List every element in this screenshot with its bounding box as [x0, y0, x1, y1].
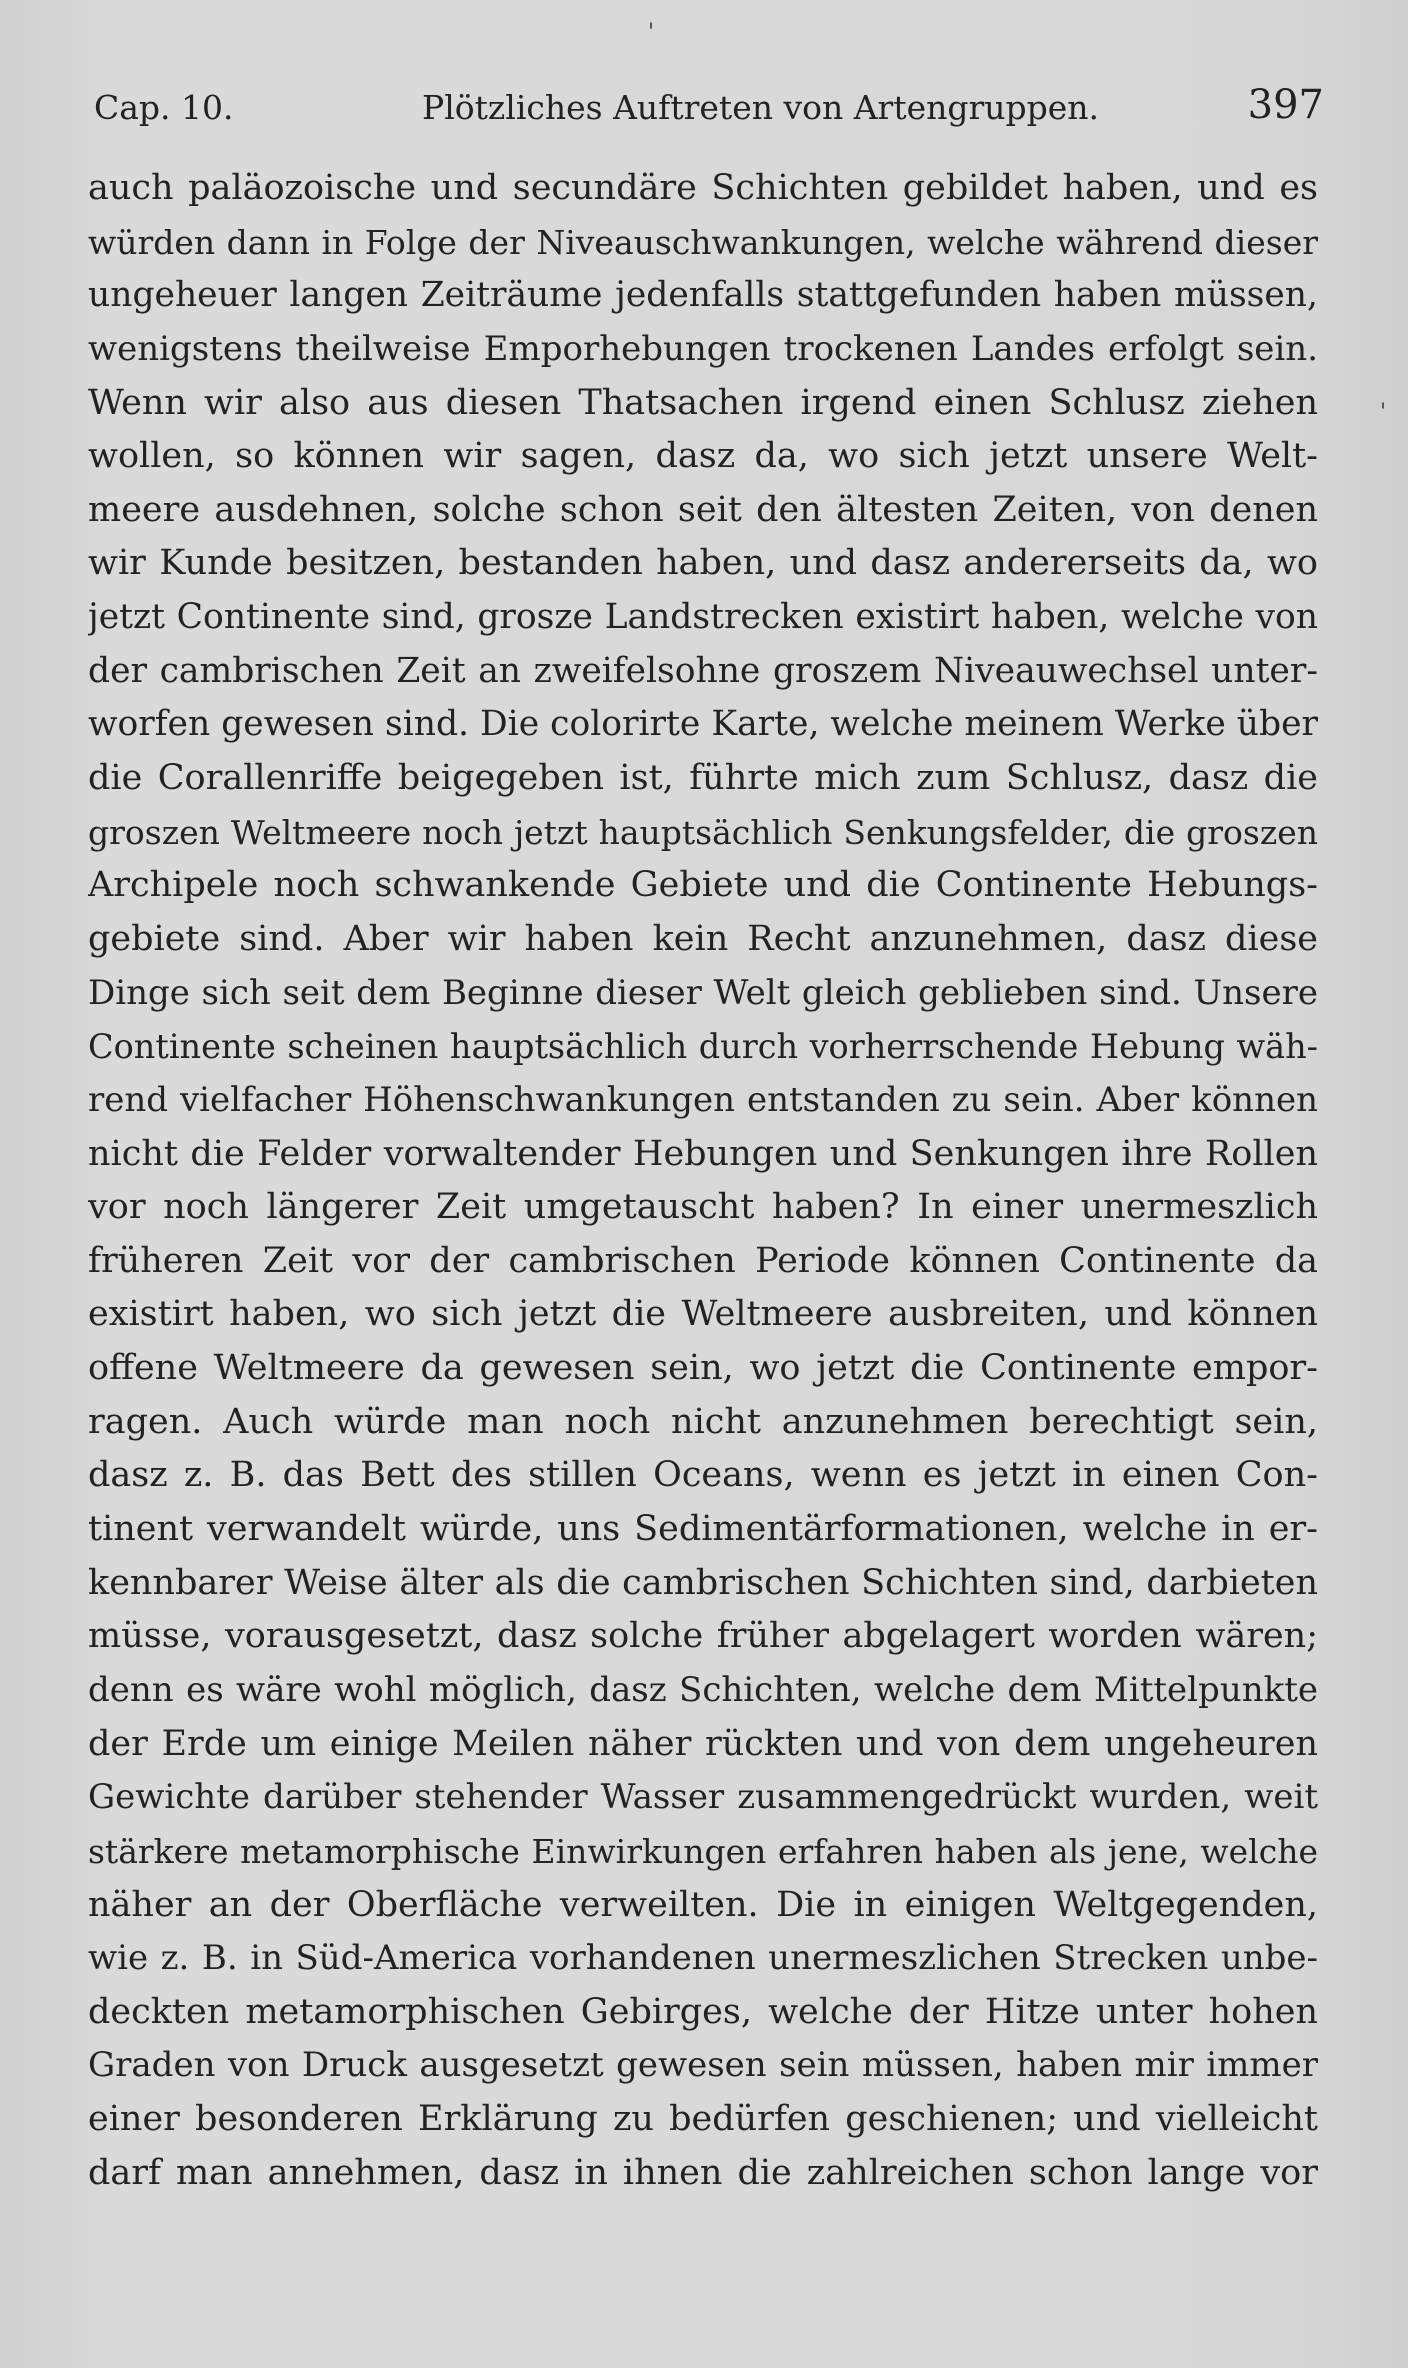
text-line: offene Weltmeere da gewesen sein, wo jetzt die Continente empor-	[88, 1348, 1318, 1389]
text-line: Wenn wir also aus diesen Thatsachen irgend einen Schlusz ziehen	[88, 382, 1318, 423]
text-line: ungeheuer langen Zeiträume jedenfalls stattgefunden haben müssen,	[88, 275, 1318, 316]
text-line: tinent verwandelt würde, uns Sedimentärformationen, welche in er-	[88, 1509, 1318, 1550]
text-line: rend vielfacher Höhenschwankungen entstanden zu sein. Aber können	[88, 1079, 1318, 1120]
page-number: 397	[1247, 82, 1324, 128]
text-line: darf man annehmen, dasz in ihnen die zahlreichen schon lange vor	[88, 2152, 1318, 2193]
text-line: würden dann in Folge der Niveauschwankungen, welche während dieser	[88, 222, 1318, 262]
text-line: wie z. B. in Süd-America vorhandenen unermeszlichen Strecken unbe-	[88, 1938, 1318, 1979]
scan-speck: '	[648, 20, 655, 45]
text-line: auch paläozoische und secundäre Schichten gebildet haben, und es	[88, 168, 1318, 208]
text-line: ragen. Auch würde man noch nicht anzunehmen berechtigt sein,	[88, 1401, 1318, 1442]
text-line: deckten metamorphischen Gebirges, welche der Hitze unter hohen	[88, 1991, 1318, 2032]
text-line: nicht die Felder vorwaltender Hebungen und Senkungen ihre Rollen	[88, 1133, 1318, 1174]
text-line: meere ausdehnen, solche schon seit den ältesten Zeiten, von denen	[88, 489, 1318, 530]
text-line: früheren Zeit vor der cambrischen Periode können Continente da	[88, 1240, 1318, 1281]
text-line: denn es wäre wohl möglich, dasz Schichten, welche dem Mittelpunkte	[88, 1669, 1318, 1710]
text-line: Continente scheinen hauptsächlich durch vorherrschende Hebung wäh-	[88, 1027, 1318, 1067]
text-line: wollen, so können wir sagen, dasz da, wo sich jetzt unsere Welt-	[88, 436, 1318, 477]
text-line: wenigstens theilweise Emporhebungen trockenen Landes erfolgt sein.	[88, 328, 1318, 369]
text-line: die Corallenriffe beigegeben ist, führte mich zum Schlusz, dasz die	[88, 758, 1318, 799]
text-line: worfen gewesen sind. Die colorirte Karte, welche meinem Werke über	[88, 704, 1318, 745]
text-line: müsse, vorausgesetzt, dasz solche früher abgelagert worden wären;	[88, 1616, 1318, 1657]
text-line: Graden von Druck ausgesetzt gewesen sein müssen, haben mir immer	[88, 2045, 1318, 2086]
text-line: existirt haben, wo sich jetzt die Weltmeere ausbreiten, und können	[88, 1294, 1318, 1335]
text-line: Archipele noch schwankende Gebiete und die Continente Hebungs-	[88, 865, 1318, 906]
text-line: der Erde um einige Meilen näher rückten und von dem ungeheuren	[88, 1723, 1318, 1764]
text-line: näher an der Oberfläche verweilten. Die in einigen Weltgegenden,	[88, 1884, 1318, 1925]
text-line: kennbarer Weise älter als die cambrischen Schichten sind, darbieten	[88, 1562, 1318, 1603]
scan-speck: '	[1380, 400, 1387, 425]
page-header	[94, 82, 1324, 138]
text-line: wir Kunde besitzen, bestanden haben, und dasz andererseits da, wo	[88, 543, 1318, 584]
text-line: Dinge sich seit dem Beginne dieser Welt gleich geblieben sind. Unsere	[88, 972, 1318, 1013]
text-line: gebiete sind. Aber wir haben kein Recht anzunehmen, dasz diese	[88, 918, 1318, 959]
text-line: groszen Weltmeere noch jetzt hauptsächlich Senkungsfelder, die groszen	[88, 812, 1318, 852]
text-line: der cambrischen Zeit an zweifelsohne groszem Niveauwechsel unter-	[88, 650, 1318, 691]
text-line: dasz z. B. das Bett des stillen Oceans, wenn es jetzt in einen Con-	[88, 1455, 1318, 1496]
text-line: Gewichte darüber stehender Wasser zusammengedrückt wurden, weit	[88, 1777, 1318, 1818]
text-line: einer besonderen Erklärung zu bedürfen geschienen; und vielleicht	[88, 2099, 1318, 2140]
text-line: jetzt Continente sind, grosze Landstrecken existirt haben, welche von	[88, 597, 1318, 638]
chapter-label: Cap. 10.	[94, 88, 234, 127]
text-line: stärkere metamorphische Einwirkungen erfahren haben als jene, welche	[88, 1831, 1318, 1871]
body-text	[88, 162, 1318, 2200]
text-line: vor noch längerer Zeit umgetauscht haben? In einer unermeszlich	[88, 1187, 1318, 1228]
running-title: Plötzliches Auftreten von Artengruppen.	[422, 88, 1100, 127]
